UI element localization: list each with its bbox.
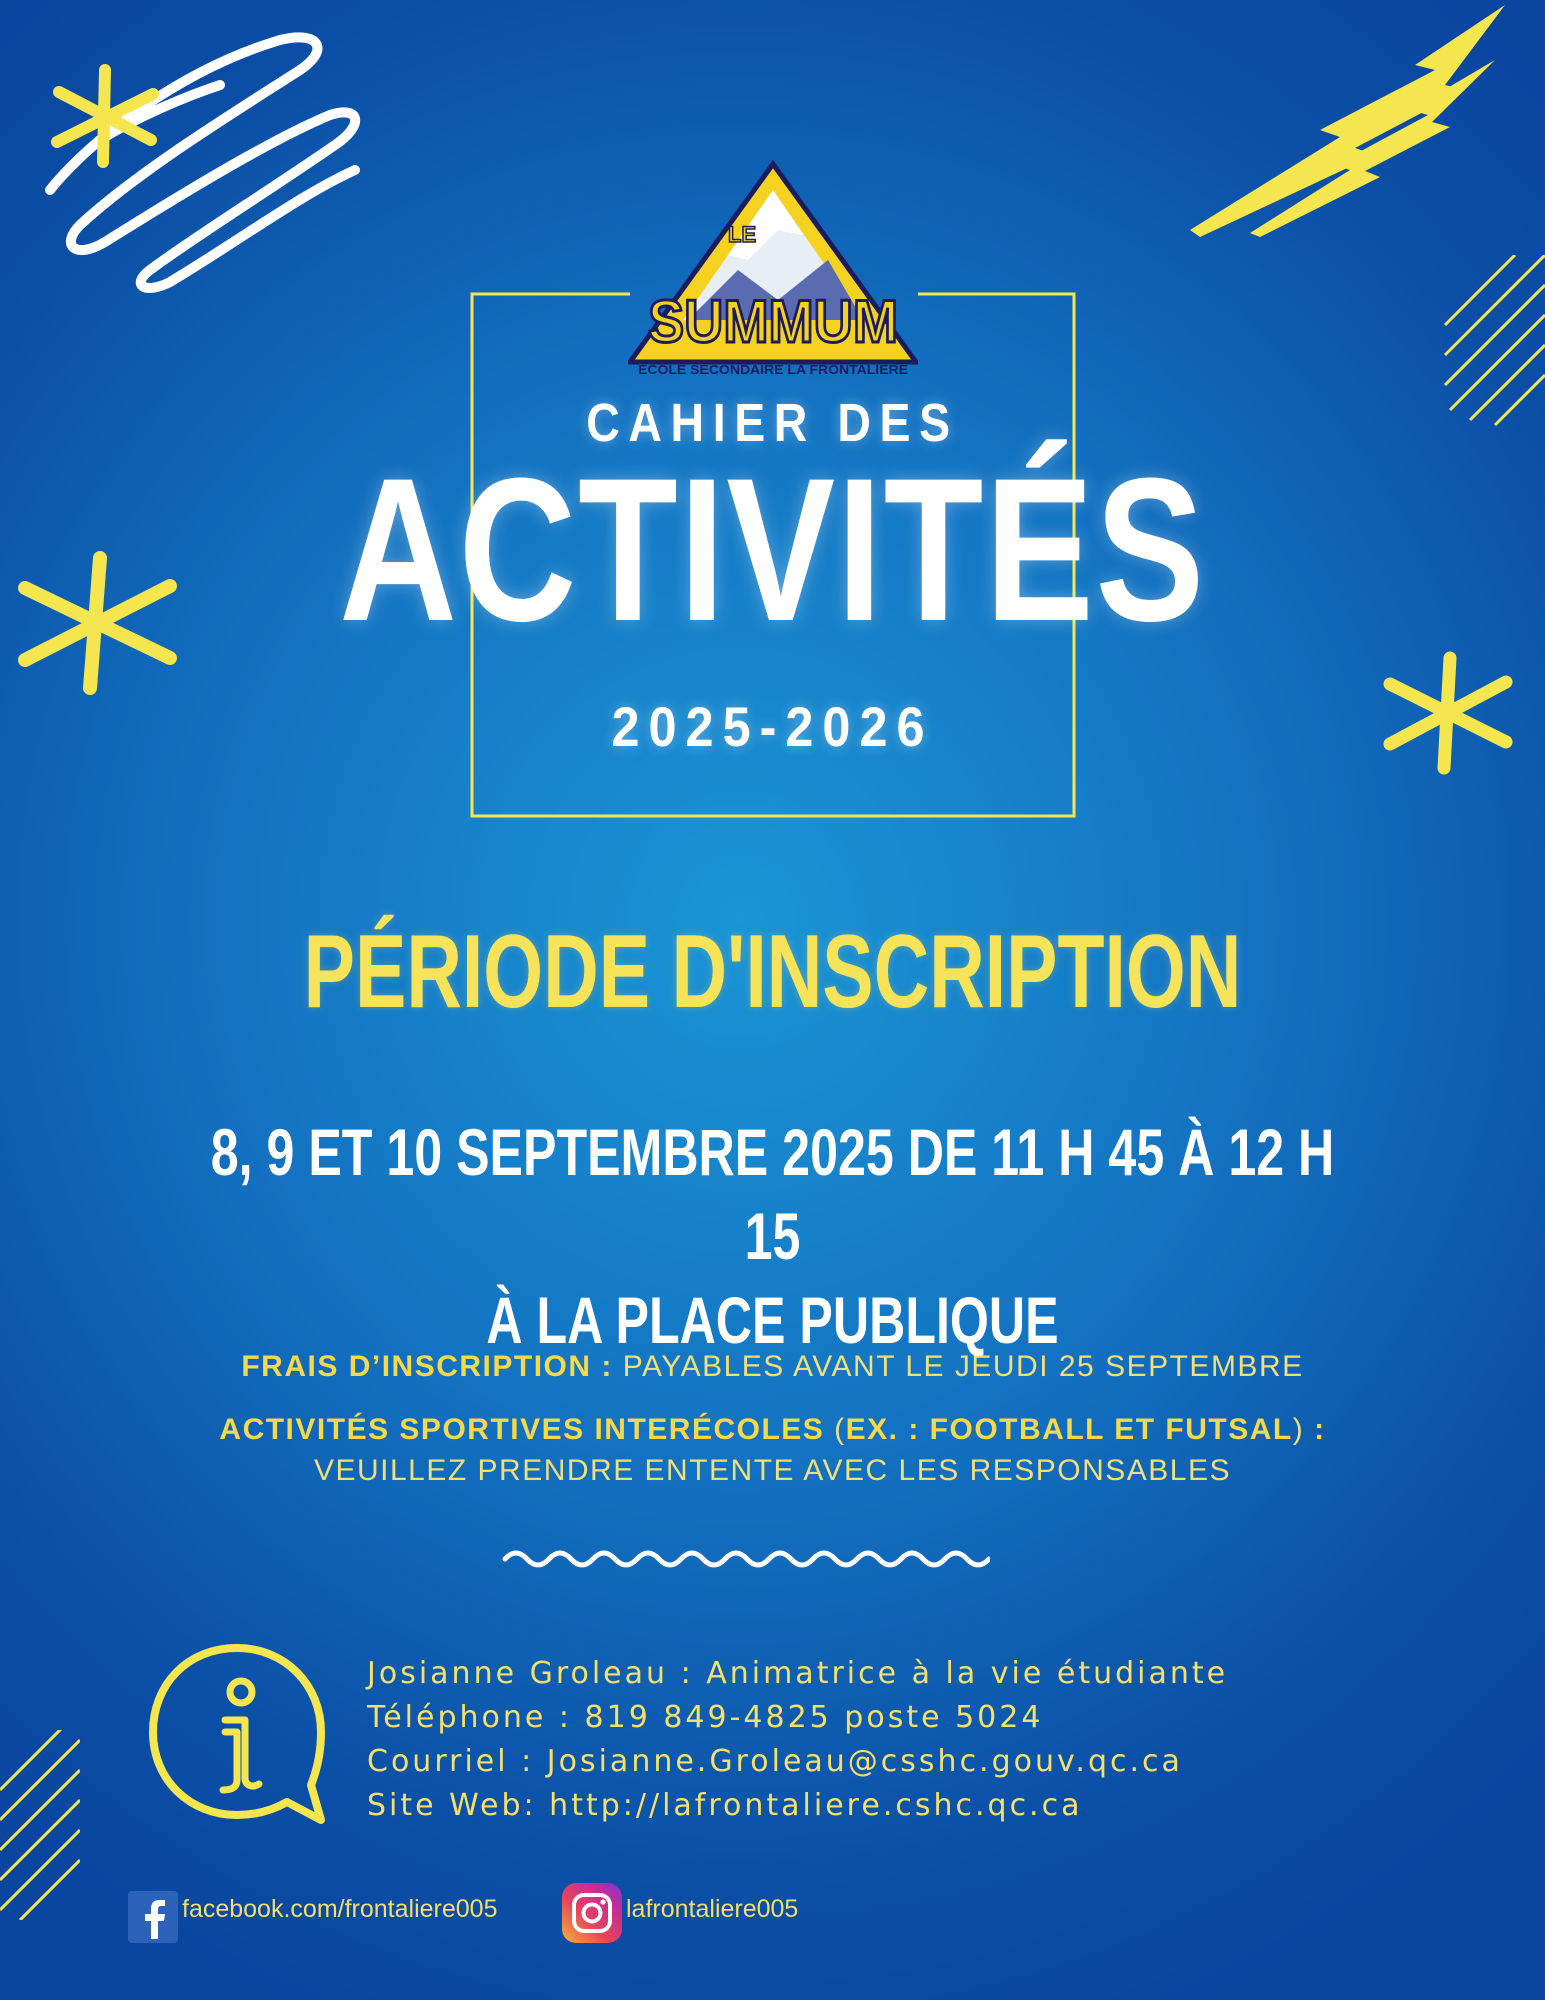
- registration-dates: 8, 9 ET 10 SEPTEMBRE 2025 DE 11 H 45 À 12 H 15: [210, 1115, 1335, 1273]
- fees-label: FRAIS D’INSCRIPTION :: [241, 1350, 613, 1383]
- sports-label-a: ACTIVITÉS SPORTIVES INTERÉCOLES: [219, 1413, 825, 1446]
- wave-divider: [500, 1545, 990, 1573]
- contact-phone: Téléphone : 819 849-4825 poste 5024: [367, 1700, 1044, 1735]
- facebook-link[interactable]: facebook.com/frontaliere005: [182, 1895, 498, 1923]
- school-logo: [628, 160, 918, 382]
- registration-details: [185, 1110, 1359, 1362]
- title-line1: CAHIER DES: [586, 393, 959, 453]
- fees-text: PAYABLES AVANT LE JEUDI 25 SEPTEMBRE: [622, 1350, 1304, 1383]
- contact-name: Josianne Groleau : Animatrice à la vie étudiante: [367, 1656, 1229, 1691]
- logo-top: LE: [728, 222, 757, 247]
- registration-place: À LA PLACE PUBLIQUE: [486, 1283, 1059, 1357]
- info-icon: [145, 1640, 330, 1840]
- logo-main: SUMMUM: [648, 288, 898, 355]
- instagram-link[interactable]: lafrontaliere005: [626, 1895, 799, 1923]
- sports-label-b: EX. : FOOTBALL ET FUTSAL: [845, 1413, 1293, 1446]
- contact-email[interactable]: Courriel : Josianne.Groleau@csshc.gouv.qc.ca: [367, 1744, 1183, 1779]
- registration-heading: PÉRIODE D'INSCRIPTION: [303, 914, 1242, 1030]
- stripes-icon: [1440, 255, 1545, 435]
- lightning-icon: [1160, 5, 1510, 240]
- asterisk-icon: [45, 62, 165, 172]
- sports-paren-close: ): [1292, 1413, 1305, 1446]
- page-title: ACTIVITÉS: [339, 436, 1206, 664]
- stripes-icon: [0, 1730, 80, 1920]
- school-year: 2025-2026: [611, 695, 934, 758]
- sports-colon: :: [1304, 1413, 1326, 1446]
- facebook-icon[interactable]: [128, 1891, 178, 1943]
- contact-website[interactable]: Site Web: http://lafrontaliere.cshc.qc.ca: [367, 1788, 1083, 1823]
- sports-paren-open: (: [824, 1413, 846, 1446]
- logo-subtitle: ÉCOLE SECONDAIRE LA FRONTALIÈRE: [638, 362, 909, 377]
- instagram-icon[interactable]: [562, 1883, 622, 1943]
- fees-line: [0, 1350, 1545, 1384]
- sports-line: [0, 1413, 1545, 1447]
- sports-text: VEUILLEZ PRENDRE ENTENTE AVEC LES RESPONSABLES: [313, 1454, 1232, 1487]
